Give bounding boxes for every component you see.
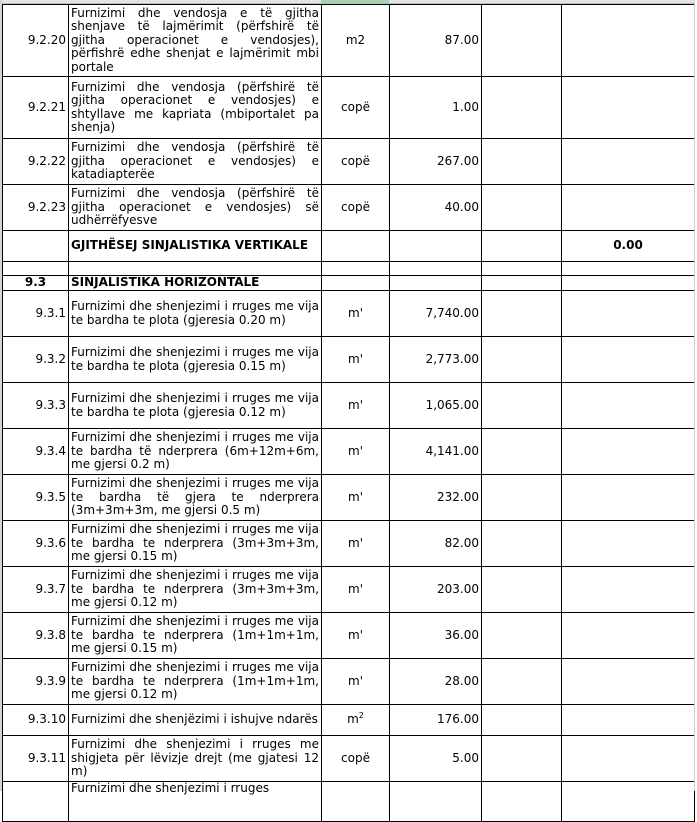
- item-quantity[interactable]: 203.00: [390, 567, 482, 613]
- empty-cell[interactable]: [390, 262, 482, 276]
- item-description[interactable]: Furnizimi dhe shenjezimi i rruges me vija te bardha te plota (gjeresia 0.12 m): [69, 383, 322, 429]
- item-code[interactable]: 9.3.5: [3, 475, 69, 521]
- item-description[interactable]: Furnizimi dhe shenjezimi i rruges me vija te bardha të nderprera (6m+12m+6m, me gjersi 0.2 m): [69, 429, 322, 475]
- item-unit[interactable]: copë: [322, 185, 390, 231]
- item-unit-price[interactable]: [482, 782, 562, 822]
- item-code[interactable]: 9.3.8: [3, 613, 69, 659]
- item-unit[interactable]: m': [322, 521, 390, 567]
- blank-row: [3, 262, 695, 276]
- item-quantity[interactable]: 1.00: [390, 77, 482, 139]
- section-header-row: [3, 276, 695, 291]
- item-description[interactable]: Furnizimi dhe shenjezimi i rruges me shigjeta për lëvizje drejt (me gjatesi 12 m): [69, 736, 322, 782]
- table-row: [3, 521, 695, 567]
- item-description[interactable]: Furnizimi dhe shenjezimi i rruges me vija te bardha te plota (gjeresia 0.20 m): [69, 291, 322, 337]
- item-description[interactable]: Furnizimi dhe shenjezimi i rruges me vija te bardha te nderprera (3m+3m+3m, me gjersi 0.12 m): [69, 567, 322, 613]
- item-quantity[interactable]: 4,141.00: [390, 429, 482, 475]
- item-amount[interactable]: [562, 337, 695, 383]
- empty-cell[interactable]: [562, 262, 695, 276]
- item-unit-price[interactable]: [482, 383, 562, 429]
- subtotal-label[interactable]: GJITHËSEJ SINJALISTIKA VERTIKALE: [69, 231, 322, 262]
- item-code[interactable]: 9.3.3: [3, 383, 69, 429]
- item-amount[interactable]: [562, 383, 695, 429]
- item-description[interactable]: Furnizimi dhe vendosja (përfshirë të gjitha operacionet e vendosjes) e shtyllave me kapriata (mbiportalet pa shenja): [69, 77, 322, 139]
- item-amount[interactable]: [562, 291, 695, 337]
- item-quantity[interactable]: 40.00: [390, 185, 482, 231]
- empty-cell[interactable]: [3, 231, 69, 262]
- item-unit[interactable]: copë: [322, 736, 390, 782]
- table-row: [3, 429, 695, 475]
- item-unit[interactable]: [322, 705, 390, 736]
- item-unit-price[interactable]: [482, 291, 562, 337]
- item-unit-price[interactable]: [482, 736, 562, 782]
- item-quantity[interactable]: 2,773.00: [390, 337, 482, 383]
- empty-cell[interactable]: [390, 231, 482, 262]
- item-unit[interactable]: m': [322, 383, 390, 429]
- item-unit[interactable]: m': [322, 429, 390, 475]
- item-quantity[interactable]: [390, 782, 482, 822]
- item-amount[interactable]: [562, 567, 695, 613]
- empty-cell[interactable]: [322, 262, 390, 276]
- item-code[interactable]: 9.3.11: [3, 736, 69, 782]
- empty-cell[interactable]: [322, 276, 390, 291]
- item-unit-price[interactable]: [482, 429, 562, 475]
- item-amount[interactable]: [562, 475, 695, 521]
- item-quantity[interactable]: 82.00: [390, 521, 482, 567]
- item-unit[interactable]: copë: [322, 139, 390, 185]
- table-row: [3, 185, 695, 231]
- item-amount[interactable]: [562, 521, 695, 567]
- item-code[interactable]: 9.2.20: [3, 5, 69, 77]
- item-amount[interactable]: [562, 185, 695, 231]
- item-unit[interactable]: m': [322, 337, 390, 383]
- item-description[interactable]: Furnizimi dhe shenjëzimi i ishujve ndarës: [69, 705, 322, 736]
- item-quantity[interactable]: 28.00: [390, 659, 482, 705]
- item-amount[interactable]: [562, 705, 695, 736]
- table-row: [3, 383, 695, 429]
- item-unit-price[interactable]: [482, 705, 562, 736]
- item-amount[interactable]: [562, 5, 695, 77]
- item-unit[interactable]: m': [322, 659, 390, 705]
- item-code[interactable]: 9.2.21: [3, 77, 69, 139]
- table-row: [3, 291, 695, 337]
- item-quantity[interactable]: 267.00: [390, 139, 482, 185]
- unit-base: m: [347, 712, 359, 727]
- item-code[interactable]: 9.3.1: [3, 291, 69, 337]
- empty-cell[interactable]: [482, 262, 562, 276]
- item-code[interactable]: 9.3.2: [3, 337, 69, 383]
- table-row: [3, 736, 695, 782]
- item-unit-price[interactable]: [482, 139, 562, 185]
- item-quantity[interactable]: 1,065.00: [390, 383, 482, 429]
- empty-cell[interactable]: [69, 262, 322, 276]
- item-code[interactable]: 9.2.22: [3, 139, 69, 185]
- bill-of-quantities-table: [2, 4, 695, 822]
- item-unit-price[interactable]: [482, 5, 562, 77]
- empty-cell[interactable]: [322, 231, 390, 262]
- item-code[interactable]: [3, 782, 69, 822]
- item-amount[interactable]: [562, 736, 695, 782]
- item-unit[interactable]: [322, 782, 390, 822]
- item-unit-price[interactable]: [482, 567, 562, 613]
- table-row: [3, 337, 695, 383]
- item-code[interactable]: 9.3.10: [3, 705, 69, 736]
- item-description[interactable]: Furnizimi dhe shenjezimi i rruges me vija te bardha te plota (gjeresia 0.15 m): [69, 337, 322, 383]
- item-quantity[interactable]: 5.00: [390, 736, 482, 782]
- item-code[interactable]: 9.3.9: [3, 659, 69, 705]
- item-description[interactable]: Furnizimi dhe shenjezimi i rruges me vija te bardha të gjera te nderprera (3m+3m+3m, me gjersi 0.5 m): [69, 475, 322, 521]
- item-unit[interactable]: m2: [322, 5, 390, 77]
- item-unit-price[interactable]: [482, 337, 562, 383]
- empty-cell[interactable]: [3, 262, 69, 276]
- item-quantity[interactable]: 176.00: [390, 705, 482, 736]
- item-quantity[interactable]: 232.00: [390, 475, 482, 521]
- table-row: [3, 77, 695, 139]
- table-row: [3, 5, 695, 77]
- item-description[interactable]: Furnizimi dhe shenjezimi i rruges me vija te bardha te nderprera (3m+3m+3m, me gjersi 0.15 m): [69, 521, 322, 567]
- item-unit-price[interactable]: [482, 475, 562, 521]
- item-description[interactable]: Furnizimi dhe vendosja (përfshirë të gjitha operacionet e vendosjes) e katadiapterëe: [69, 139, 322, 185]
- item-unit[interactable]: m': [322, 567, 390, 613]
- table-row: [3, 139, 695, 185]
- subtotal-value[interactable]: 0.00: [562, 231, 695, 262]
- table-row: [3, 659, 695, 705]
- item-amount[interactable]: [562, 613, 695, 659]
- selected-column-indicator: [321, 0, 389, 3]
- item-quantity[interactable]: 7,740.00: [390, 291, 482, 337]
- unit-exponent: 2: [358, 711, 364, 721]
- empty-cell[interactable]: [390, 276, 482, 291]
- item-unit-price[interactable]: [482, 613, 562, 659]
- section-title[interactable]: SINJALISTIKA HORIZONTALE: [69, 276, 322, 291]
- item-unit[interactable]: m': [322, 475, 390, 521]
- table-row: [3, 613, 695, 659]
- subtotal-row: [3, 231, 695, 262]
- item-unit[interactable]: copë: [322, 77, 390, 139]
- empty-cell[interactable]: [562, 276, 695, 291]
- item-unit[interactable]: m': [322, 291, 390, 337]
- item-unit-price[interactable]: [482, 185, 562, 231]
- empty-cell[interactable]: [482, 231, 562, 262]
- item-unit-price[interactable]: [482, 77, 562, 139]
- item-amount[interactable]: [562, 782, 695, 822]
- item-amount[interactable]: [562, 139, 695, 185]
- item-unit[interactable]: m': [322, 613, 390, 659]
- item-unit-price[interactable]: [482, 521, 562, 567]
- item-amount[interactable]: [562, 77, 695, 139]
- item-description[interactable]: Furnizimi dhe shenjezimi i rruges me vija te bardha te nderprera (1m+1m+1m, me gjersi 0.12 m): [69, 659, 322, 705]
- item-code[interactable]: 9.3.7: [3, 567, 69, 613]
- empty-cell[interactable]: [482, 276, 562, 291]
- item-unit-price[interactable]: [482, 659, 562, 705]
- section-code[interactable]: 9.3: [3, 276, 69, 291]
- item-amount[interactable]: [562, 429, 695, 475]
- item-code[interactable]: 9.3.6: [3, 521, 69, 567]
- table-row-partial: [3, 782, 695, 822]
- table-row: [3, 475, 695, 521]
- item-description[interactable]: Furnizimi dhe shenjezimi i rruges: [69, 782, 322, 822]
- item-quantity[interactable]: 87.00: [390, 5, 482, 77]
- table-row: [3, 705, 695, 736]
- table-row: [3, 567, 695, 613]
- item-code[interactable]: 9.3.4: [3, 429, 69, 475]
- item-description[interactable]: Furnizimi dhe vendosja (përfshirë të gjitha operacionet e vendosjes) së udhërrëfyesve: [69, 185, 322, 231]
- item-description[interactable]: Furnizimi dhe shenjezimi i rruges me vija te bardha te nderprera (1m+1m+1m, me gjersi 0.15 m): [69, 613, 322, 659]
- item-quantity[interactable]: 36.00: [390, 613, 482, 659]
- item-description[interactable]: Furnizimi dhe vendosja e të gjitha shenjave të lajmërimit (përfshirë të gjitha operacionet e vendosjes), përfishrë edhe shenjat e lajmërimit mbi portale: [69, 5, 322, 77]
- item-amount[interactable]: [562, 659, 695, 705]
- item-code[interactable]: 9.2.23: [3, 185, 69, 231]
